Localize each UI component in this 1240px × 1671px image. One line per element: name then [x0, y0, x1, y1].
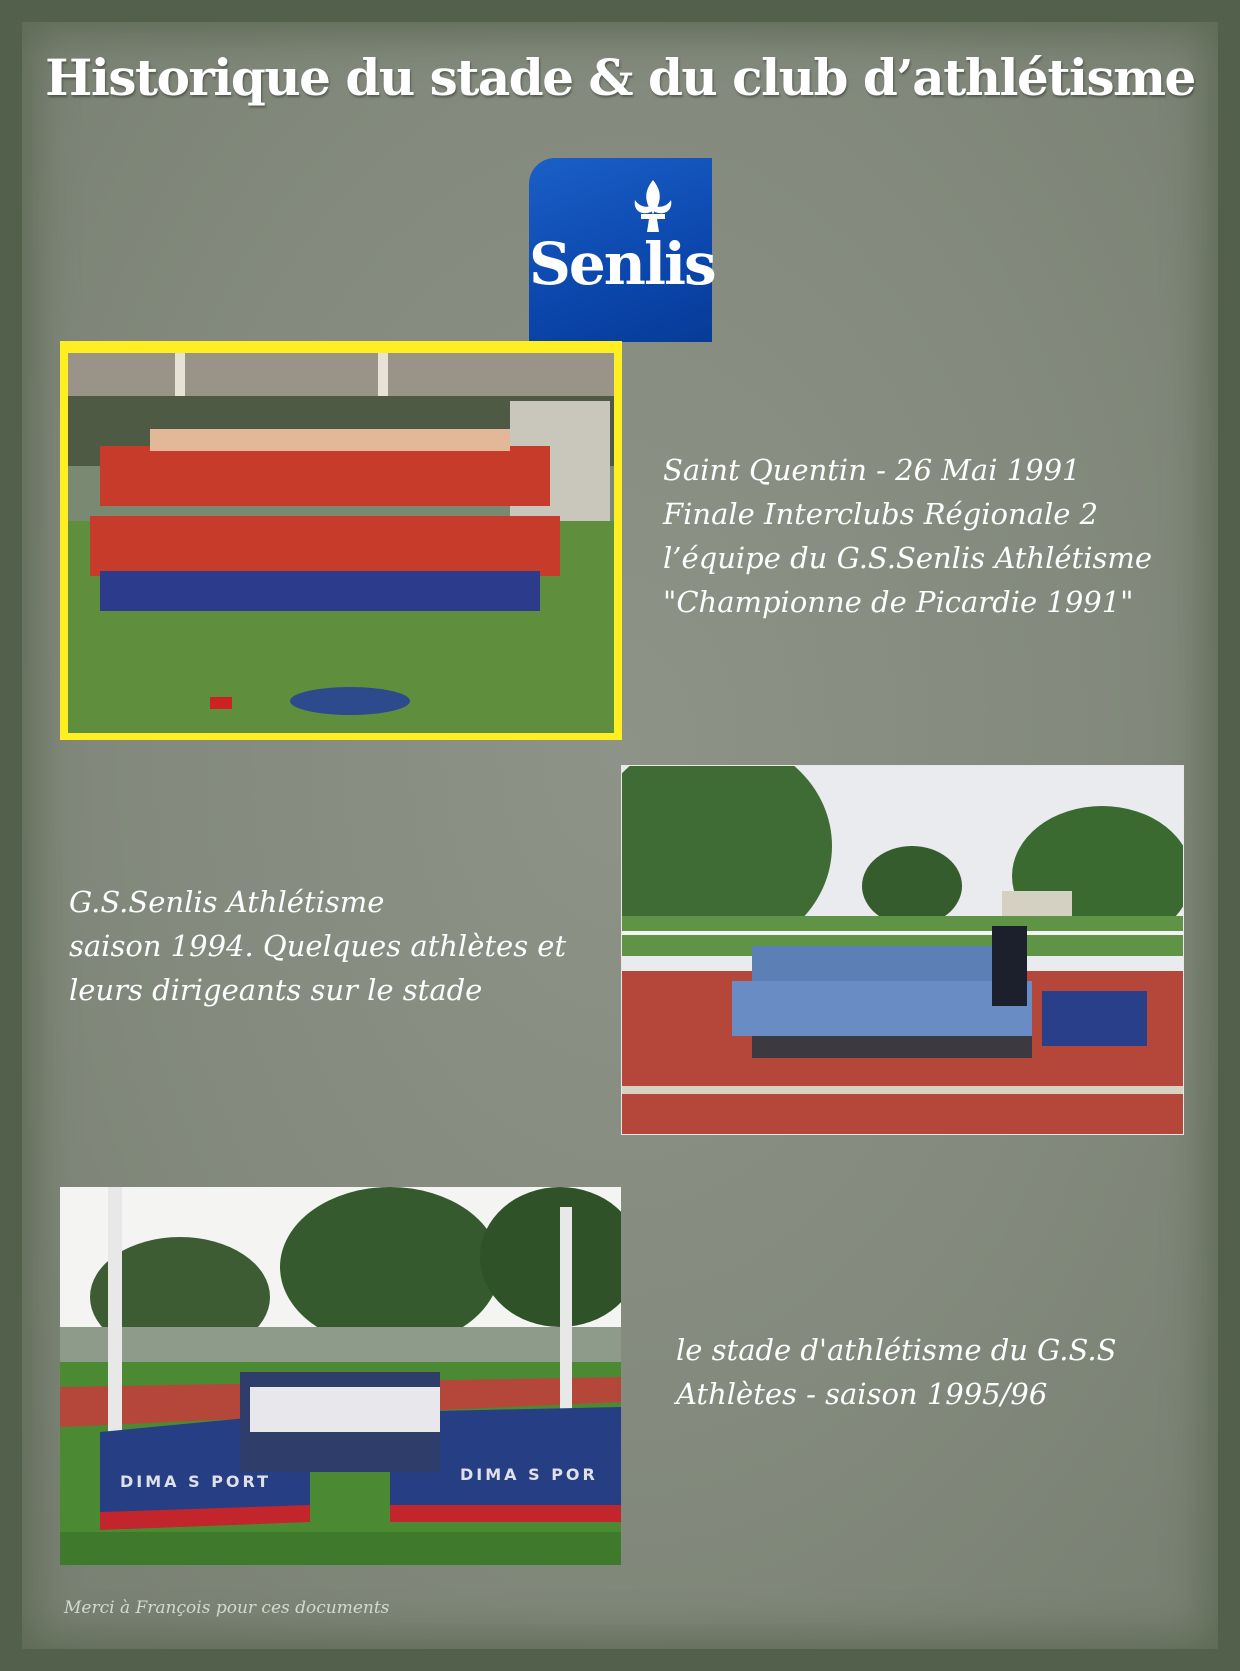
caption-1995-96	[676, 1328, 1116, 1416]
athletes-photo-1994	[621, 765, 1184, 1135]
credit-text: Merci à François pour ces documents	[64, 1598, 390, 1618]
page-title: Historique du stade & du club d’athlétisme	[45, 48, 1195, 107]
mat-brand-right: DIMA S POR	[460, 1465, 598, 1484]
caption-line: l’équipe du G.S.Senlis Athlétisme	[663, 541, 1153, 575]
caption-line: Athlètes - saison 1995/96	[676, 1377, 1048, 1411]
mat-brand-left: DIMA S PORT	[120, 1472, 272, 1491]
team-photo-1991	[60, 341, 622, 740]
logo-text: Senlis	[529, 230, 715, 298]
stadium-photo-1995-96	[60, 1187, 621, 1565]
caption-line: "Championne de Picardie 1991"	[663, 585, 1134, 619]
caption-1994	[69, 880, 566, 1012]
senlis-logo	[529, 158, 715, 342]
caption-1991	[663, 448, 1152, 624]
caption-line: Saint Quentin - 26 Mai 1991	[663, 453, 1081, 487]
caption-line: Finale Interclubs Régionale 2	[663, 497, 1099, 531]
caption-line: saison 1994. Quelques athlètes et	[69, 929, 567, 963]
caption-line: G.S.Senlis Athlétisme	[69, 885, 385, 919]
caption-line: leurs dirigeants sur le stade	[69, 973, 483, 1007]
fleur-de-lis-icon	[529, 176, 712, 236]
caption-line: le stade d'athlétisme du G.S.S	[676, 1333, 1117, 1367]
